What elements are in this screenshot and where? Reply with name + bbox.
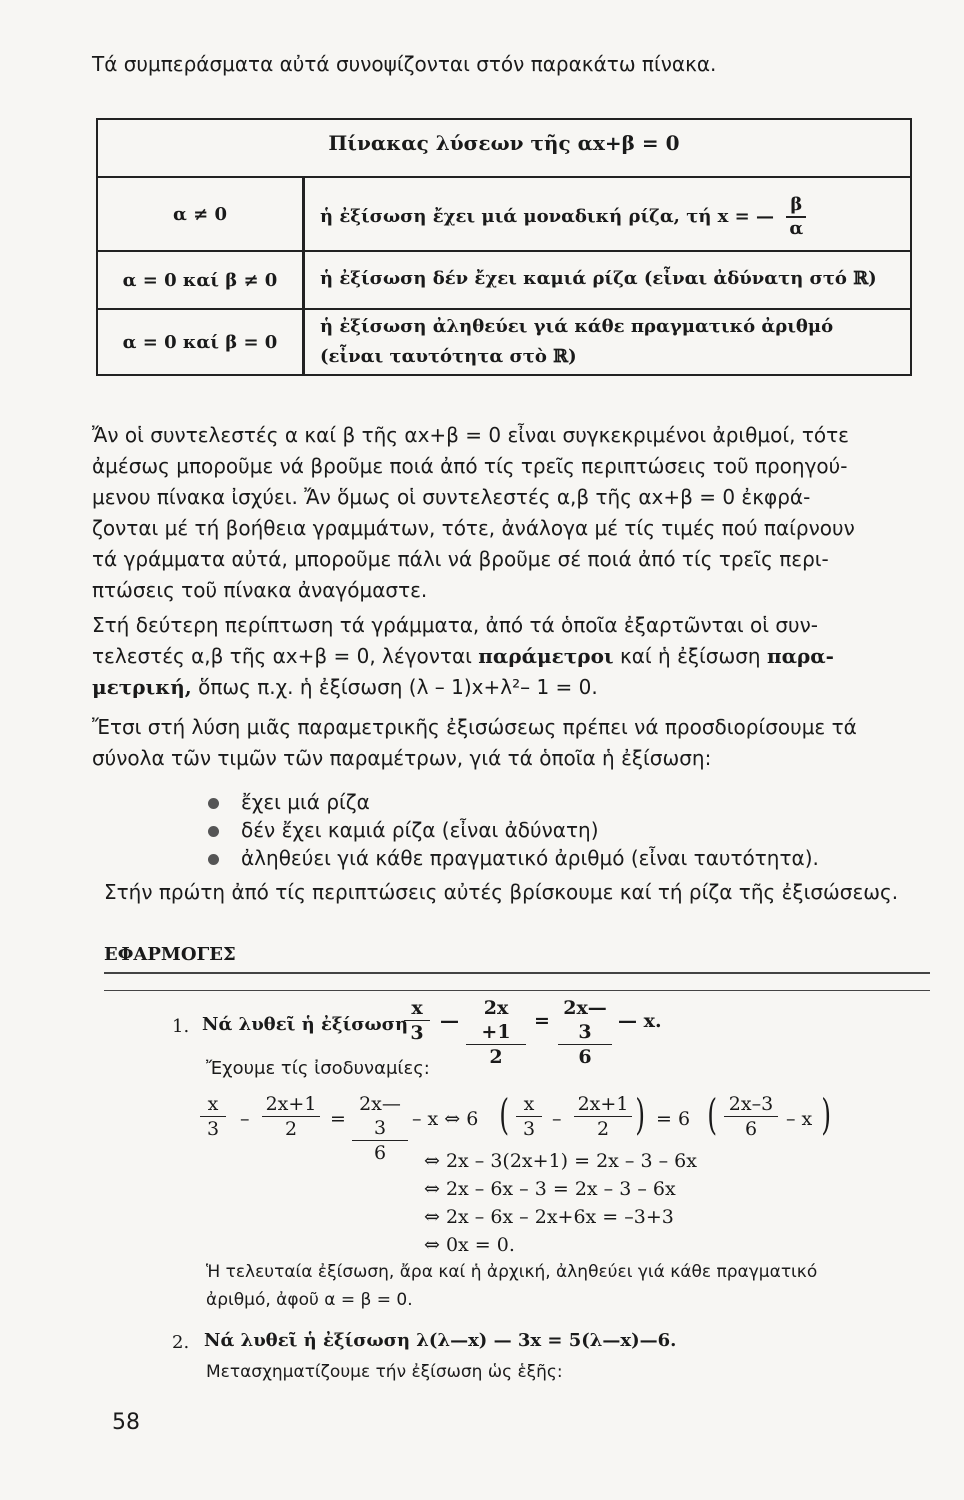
- equivalence-step: ⇔ 2x – 6x – 3 = 2x – 3 – 6x: [424, 1178, 676, 1200]
- table-row-divider: [98, 308, 910, 310]
- heading-rule: [104, 990, 930, 991]
- fraction-denominator: 2: [489, 1046, 503, 1068]
- table-result-3-line1: ἡ ἐξίσωση ἀληθεύει γιά κάθε πραγματικό ἀριθμό: [320, 316, 834, 337]
- operator: =: [534, 1010, 550, 1032]
- example-1-conclusion: ἀριθμό, ἀφοῦ α = β = 0.: [206, 1290, 413, 1310]
- fraction: [262, 1092, 320, 1141]
- paragraph-3: [92, 712, 922, 774]
- table-result-1-text: ἡ ἐξίσωση ἔχει μιά μοναδική ρίζα, τή x = —: [320, 206, 775, 227]
- paragraph-2: [92, 610, 922, 703]
- text-line: [92, 641, 922, 672]
- fraction-denominator: 6: [744, 1118, 758, 1140]
- equivalence-step: ⇔ 2x – 3(2x+1) = 2x – 3 – 6x: [424, 1150, 697, 1172]
- solutions-table: [96, 118, 912, 376]
- fraction-numerator: x: [404, 996, 430, 1021]
- close-paren: ): [821, 1090, 832, 1139]
- text-span: καί ἡ ἐξίσωση: [613, 644, 767, 668]
- text-line: ζονται μέ τή βοήθεια γραμμάτων, τότε, ἀνάλογα μέ τίς τιμές πού παίρνουν: [92, 516, 855, 540]
- fraction: [352, 1092, 408, 1165]
- list-item-text: ἔχει μιά ρίζα: [241, 790, 370, 814]
- example-1-intro: Ἔχουμε τίς ἰσοδυναμίες:: [206, 1058, 430, 1079]
- fraction-denominator: 2: [284, 1118, 298, 1140]
- fraction-denominator: 2: [596, 1118, 610, 1140]
- bullet-icon: [208, 854, 219, 865]
- fraction-denominator: 6: [373, 1142, 387, 1164]
- fraction-numerator: x: [516, 1092, 542, 1117]
- fraction-beta-over-alpha: [786, 194, 806, 240]
- operator: –: [240, 1108, 250, 1130]
- text-span: τελεστές α,β τῆς αx+β = 0, λέγονται: [92, 644, 479, 668]
- text-line: μενου πίνακα ἰσχύει. Ἄν ὅμως οἱ συντελεστές α,β τῆς αx+β = 0 ἐκφρά-: [92, 485, 811, 509]
- table-result-2: ἡ ἐξίσωση δέν ἔχει καμιά ρίζα (εἶναι ἀδύνατη στό ℝ): [320, 268, 877, 289]
- term-parametric-start: παρα-: [766, 644, 834, 668]
- table-column-divider: [302, 176, 305, 374]
- fraction-denominator: α: [789, 218, 804, 239]
- list-item: [208, 846, 819, 870]
- fraction: [404, 996, 430, 1045]
- intro-sentence: Τά συμπεράσματα αὐτά συνοψίζονται στόν παρακάτω πίνακα.: [92, 52, 717, 76]
- fraction: [574, 1092, 632, 1141]
- fraction-numerator: β: [786, 194, 806, 218]
- section-heading: ΕΦΑΡΜΟΓΕΣ: [104, 944, 236, 965]
- open-paren: (: [499, 1090, 510, 1139]
- list-item: [208, 790, 370, 814]
- text-line: τά γράμματα αὐτά, μποροῦμε πάλι νά βροῦμε σέ ποιά ἀπό τίς τρεῖς περι-: [92, 547, 829, 571]
- example-2-intro: Μετασχηματίζουμε τήν ἐξίσωση ὡς ἑξῆς:: [206, 1362, 563, 1382]
- text-line: πτώσεις τοῦ πίνακα ἀναγόμαστε.: [92, 578, 428, 602]
- text-span: ὅπως π.χ. ἡ ἐξίσωση (λ – 1)x+λ²– 1 = 0.: [191, 675, 598, 699]
- fraction-denominator: 3: [522, 1118, 536, 1140]
- fraction-numerator: 2x—3: [352, 1092, 408, 1141]
- equivalence-step: ⇔ 0x = 0.: [424, 1234, 515, 1256]
- paragraph-1: [92, 420, 922, 606]
- fraction: [516, 1092, 542, 1141]
- text-line: [92, 672, 922, 703]
- equivalence-expr: = 6: [656, 1108, 691, 1130]
- bullet-icon: [208, 798, 219, 809]
- page-number: 58: [112, 1410, 140, 1435]
- text-line: Ἔτσι στή λύση μιᾶς παραμετρικῆς ἐξισώσεως πρέπει νά προσδιορίσουμε τά: [92, 715, 857, 739]
- fraction: [724, 1092, 778, 1141]
- fraction: [200, 1092, 226, 1141]
- fraction-denominator: 6: [578, 1046, 592, 1068]
- equivalence-expr: – x: [786, 1108, 813, 1130]
- fraction-numerator: 2x +1: [466, 996, 526, 1045]
- equation-tail: — x.: [618, 1010, 662, 1032]
- fraction: [558, 996, 612, 1069]
- text-line: ἀμέσως μποροῦμε νά βροῦμε ποιά ἀπό τίς τρεῖς περιπτώσεις τοῦ προηγού-: [92, 454, 848, 478]
- example-2-title: Νά λυθεῖ ἡ ἐξίσωση λ(λ—x) — 3x = 5(λ—x)—6.: [204, 1330, 677, 1351]
- operator: =: [330, 1108, 346, 1130]
- table-condition-3: α = 0 καί β = 0: [122, 332, 278, 353]
- table-result-3-line2: (εἶναι ταυτότητα στὸ ℝ): [320, 346, 577, 367]
- table-condition-2: α = 0 καί β ≠ 0: [122, 270, 278, 291]
- heading-rule: [104, 972, 930, 974]
- operator: —: [440, 1010, 459, 1032]
- example-2-number: 2.: [172, 1332, 190, 1353]
- term-parameters: παράμετροι: [478, 644, 614, 668]
- table-row-divider: [98, 250, 910, 252]
- equivalence-expr: – x ⇔ 6: [412, 1108, 479, 1130]
- fraction-numerator: x: [200, 1092, 226, 1117]
- fraction-numerator: 2x+1: [262, 1092, 320, 1117]
- text-line: Ἄν οἱ συντελεστές α καί β τῆς αx+β = 0 εἶναι συγκεκριμένοι ἀριθμοί, τότε: [92, 423, 849, 447]
- fraction-denominator: 3: [410, 1022, 424, 1044]
- example-1-number: 1.: [172, 1016, 190, 1037]
- fraction-numerator: 2x–3: [724, 1092, 778, 1117]
- equivalence-step: ⇔ 2x – 6x – 2x+6x = –3+3: [424, 1206, 674, 1228]
- list-item-text: δέν ἔχει καμιά ρίζα (εἶναι ἀδύνατη): [241, 818, 599, 842]
- example-1-conclusion: Ἡ τελευταία ἐξίσωση, ἄρα καί ἡ ἀρχική, ἀληθεύει γιά κάθε πραγματικό: [206, 1262, 818, 1282]
- text-line: Στή δεύτερη περίπτωση τά γράμματα, ἀπό τά ὁποῖα ἐξαρτῶνται οἱ συν-: [92, 613, 819, 637]
- bullet-icon: [208, 826, 219, 837]
- fraction-numerator: 2x—3: [558, 996, 612, 1045]
- close-paren: ): [635, 1090, 646, 1139]
- term-parametric-end: μετρική,: [92, 675, 192, 699]
- table-title: Πίνακας λύσεων τῆς αx+β = 0: [98, 120, 910, 178]
- list-item-text: ἀληθεύει γιά κάθε πραγματικό ἀριθμό (εἶναι ταυτότητα).: [241, 846, 819, 870]
- operator: –: [552, 1108, 562, 1130]
- example-1-title: Νά λυθεῖ ἡ ἐξίσωση: [202, 1014, 409, 1035]
- list-item: [208, 818, 599, 842]
- fraction: [466, 996, 526, 1069]
- table-condition-1: α ≠ 0: [173, 204, 227, 225]
- fraction-numerator: 2x+1: [574, 1092, 632, 1117]
- open-paren: (: [707, 1090, 718, 1139]
- fraction-denominator: 3: [206, 1118, 220, 1140]
- text-line: σύνολα τῶν τιμῶν τῶν παραμέτρων, γιά τά ὁποῖα ἡ ἐξίσωση:: [92, 746, 712, 770]
- table-result-1: [320, 194, 806, 240]
- paragraph-4: Στήν πρώτη ἀπό τίς περιπτώσεις αὐτές βρίσκουμε καί τή ρίζα τῆς ἐξισώσεως.: [104, 880, 899, 904]
